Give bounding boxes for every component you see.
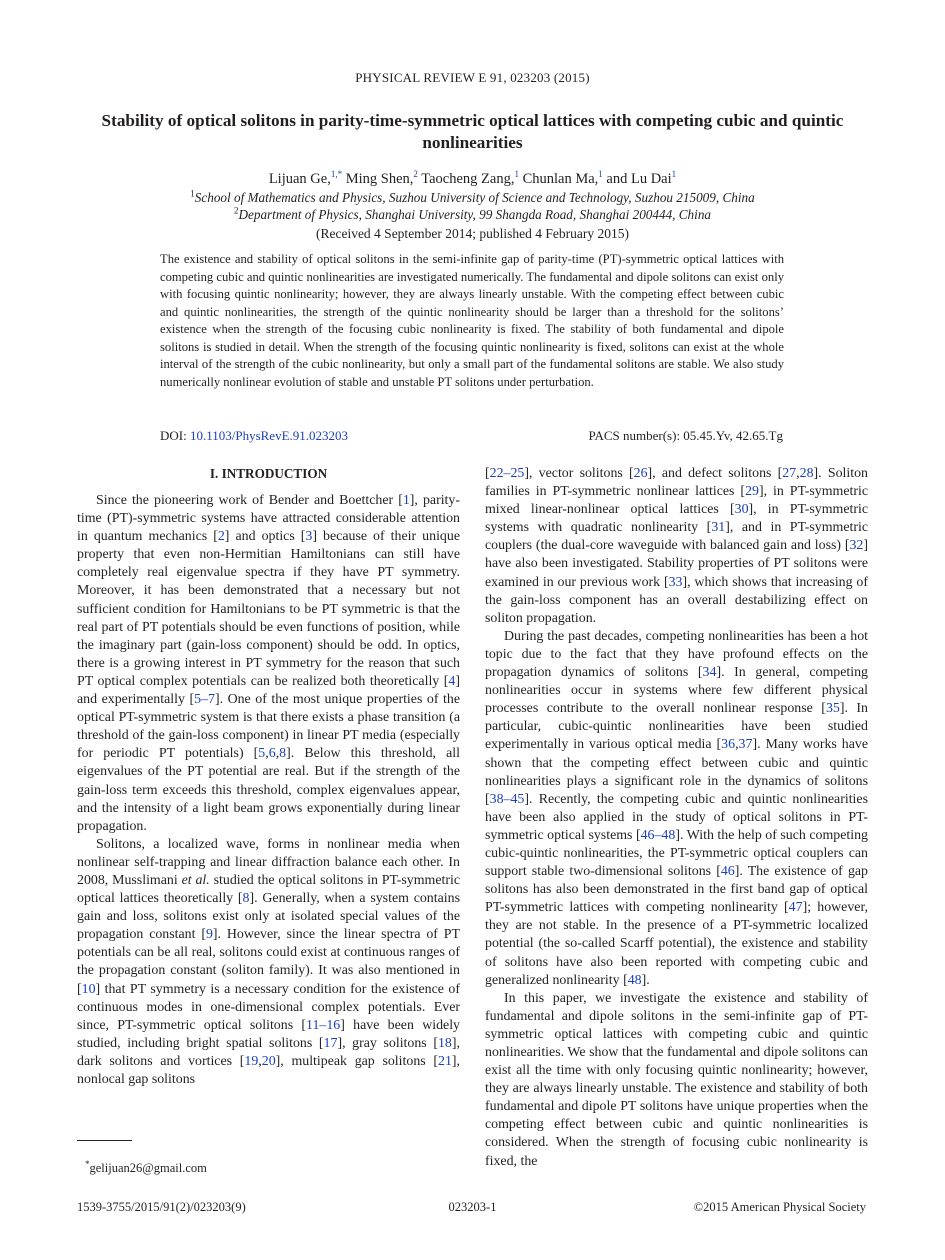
body-text: ]. Generally, when a system contains gain and loss, solitons exist only at isolated special values of the propagation constant [ bbox=[77, 891, 460, 943]
pacs-numbers: PACS number(s): 05.45.Yv, 42.65.Tg bbox=[588, 428, 783, 443]
body-text: ], nonlocal gap solitons bbox=[77, 1053, 460, 1087]
right-column bbox=[485, 465, 868, 1171]
citation-link[interactable]: 34 bbox=[702, 665, 717, 681]
body-text: ]. Many works have shown that the competing effect between cubic and quintic nonlinearities plays a significant role in the dynamics of solitons [ bbox=[485, 737, 868, 807]
body-text: ]. bbox=[641, 972, 650, 988]
citation-link[interactable]: 38–45 bbox=[489, 791, 525, 807]
body-text: ]. The existence of gap solitons has also been demonstrated in the first band gap of optical PT-symmetric lattices with competing nonlinearity [ bbox=[485, 864, 868, 916]
body-text: ]. Recently, the competing cubic and quintic nonlinearities have been also applied in the study of optical solitons in PT-symmetric optical systems [ bbox=[485, 791, 868, 843]
citation-link[interactable]: 28 bbox=[799, 466, 814, 481]
affiliation-1-mark: 1 bbox=[190, 188, 195, 199]
footnote-rule bbox=[77, 1140, 132, 1141]
body-text: ]. Soliton families in PT-symmetric nonlinear lattices [ bbox=[485, 466, 868, 500]
citation-link[interactable]: 6 bbox=[268, 746, 276, 762]
body-text: ], vector solitons [ bbox=[524, 466, 634, 481]
footer-copyright: ©2015 American Physical Society bbox=[693, 1200, 866, 1214]
body-text: ], and defect solitons [ bbox=[647, 466, 783, 481]
citation-link[interactable]: 46–48 bbox=[640, 827, 676, 843]
citation-link[interactable]: 9 bbox=[205, 927, 213, 943]
body-text: ], which shows that increasing of the gain-loss component has an overall destabilizing effect on soliton propagation. bbox=[485, 574, 868, 626]
doi-link[interactable]: 10.1103/PhysRevE.91.023203 bbox=[189, 428, 349, 443]
affiliation-1 bbox=[0, 190, 945, 206]
citation-link[interactable]: 35 bbox=[825, 701, 840, 717]
section-heading-introduction: I. INTRODUCTION bbox=[209, 466, 328, 481]
doi-line bbox=[160, 428, 348, 444]
author-affiliation-mark[interactable]: 1,* bbox=[330, 169, 343, 180]
right-column-body bbox=[485, 465, 868, 1171]
citation-link[interactable]: 20 bbox=[261, 1053, 276, 1069]
abstract: The existence and stability of optical solitons in the semi-infinite gap of parity-time (PT)-symmetric optical lattices with competing cubic and quintic nonlinearities are investigated numerically. The fundamental and dipole solitons can exist only with focusing quintic nonlinearity; however, they are always linearly unstable. With the competing effect between cubic and quintic nonlinearities, the strength of the quintic nonlinearity should be larger than a threshold for the solitons’ existence when the strength of the focusing cubic nonlinearity is fixed. The stability of both fundamental and dipole solitons is studied in detail. When the strength of the focusing quintic nonlinearity is fixed, solitons can exist at the whole interval of the strength of the cubic nonlinearity, but only a small part of the fundamental solitons are stable. We also study numerically nonlinear evolution of stable and unstable PT solitons under perturbation. bbox=[160, 252, 784, 389]
body-text: ] and experimentally [ bbox=[77, 673, 460, 708]
doi-label: DOI: bbox=[160, 428, 187, 443]
citation-link[interactable]: 10 bbox=[81, 981, 96, 997]
citation-link[interactable]: 36 bbox=[721, 737, 736, 753]
citation-link[interactable]: 32 bbox=[849, 538, 864, 554]
footnote-email: gelijuan26@gmail.com bbox=[89, 1161, 207, 1175]
footer-page-number: 023203-1 bbox=[448, 1200, 497, 1214]
italic-text: et al. bbox=[181, 872, 210, 888]
author-name: Chunlan Ma, bbox=[518, 171, 599, 187]
citation-link[interactable]: 17 bbox=[323, 1035, 338, 1051]
affiliation-1-text: School of Mathematics and Physics, Suzhou University of Science and Technology, Suzhou 215009, China bbox=[194, 190, 755, 205]
right-paragraph bbox=[485, 628, 868, 990]
body-text: ]. In particular, cubic-quintic nonlinearities have been studied experimentally in various optical media [ bbox=[485, 701, 868, 753]
citation-link[interactable]: 47 bbox=[788, 900, 803, 916]
body-text: ], multipeak gap solitons [ bbox=[275, 1053, 438, 1069]
citation-link[interactable]: 29 bbox=[745, 484, 759, 500]
affiliation-2 bbox=[0, 207, 945, 223]
author-name: and Lu Dai bbox=[602, 171, 672, 187]
body-text: In this paper, we investigate the existence and stability of fundamental and dipole solitons in the semi-infinite gap of PT-symmetric optical lattices with competing cubic and quintic nonlinearities. We show that the fundamental and dipole solitons can exist all the time with only focusing quintic nonlinearity; however, they are always linearly unstable. The existence and stability of both fundamental and dipole PT solitons have unique properties when the competing effect between cubic and quintic nonlinearities is considered. When the strength of focusing cubic nonlinearity is fixed, the bbox=[485, 990, 868, 1169]
citation-link[interactable]: 48 bbox=[627, 972, 642, 988]
author-affiliation-mark[interactable]: 1 bbox=[671, 169, 677, 180]
citation-link[interactable]: 22–25 bbox=[489, 466, 525, 481]
received-dates: (Received 4 September 2014; published 4 February 2015) bbox=[315, 226, 630, 241]
author-name: Taocheng Zang, bbox=[417, 171, 515, 187]
body-text: ] have also been investigated. Stability properties of PT solitons were examined in our previous work [ bbox=[485, 538, 868, 590]
citation-link[interactable]: 8 bbox=[242, 891, 250, 907]
left-column bbox=[77, 465, 460, 1089]
body-text: ], gray solitons [ bbox=[337, 1035, 438, 1051]
citation-link[interactable]: 26 bbox=[633, 466, 648, 481]
body-text: During the past decades, competing nonlinearities has been a hot topic due to the fact that they have profound effects on the propagation dynamics of solitons [ bbox=[485, 628, 868, 681]
citation-link[interactable]: 5 bbox=[258, 746, 266, 762]
left-paragraph bbox=[77, 492, 460, 836]
author-name: Lijuan Ge, bbox=[268, 171, 331, 187]
citation-link[interactable]: 1 bbox=[402, 493, 410, 508]
citation-link[interactable]: 21 bbox=[438, 1053, 452, 1069]
body-text: , bbox=[258, 1053, 262, 1069]
citation-link[interactable]: 18 bbox=[437, 1035, 452, 1051]
body-text: studied the optical solitons in PT-symmetric optical lattices theoretically [ bbox=[77, 872, 460, 907]
body-text: ]; however, they are not stable. In the presence of a PT-symmetric localized potential (the so-called Scarff potential), the existence and stability of solitons have also been reported with competing cubic and generalized nonlinearity [ bbox=[485, 900, 868, 988]
citation-link[interactable]: 37 bbox=[738, 737, 753, 753]
body-text: ] have been widely studied, including bright spatial solitons [ bbox=[77, 1017, 460, 1051]
body-text: ], and in PT-symmetric couplers (the dual-core waveguide with balanced gain and loss) [ bbox=[485, 520, 869, 554]
body-text: [ bbox=[485, 466, 490, 481]
body-text: ] because of their unique property that even non-Hermitian Hamiltonians can still have completely real eigenvalue spectra if they have PT symmetry. Moreover, it has been demonstrated that a necessary but not sufficient condition for Hamiltonians to be PT symmetric is that the real part of PT potentials should be even functions of position, while the imaginary part (gain-loss component) should be odd. In optics, there is a growing interest in PT symmetry for the reason that such PT optical complex potentials can be realized both theoretically [ bbox=[77, 529, 460, 689]
author-affiliation-mark[interactable]: 1 bbox=[598, 169, 603, 180]
body-text: , bbox=[265, 746, 269, 762]
body-text: ] that PT symmetry is a necessary condition for the existence of continuous modes in one-dimensional complex potentials. Ever since, PT-symmetric optical solitons [ bbox=[77, 981, 460, 1033]
body-text: ] and optics [ bbox=[224, 529, 306, 545]
body-text: Since the pioneering work of Bender and Boettcher [ bbox=[96, 493, 403, 508]
citation-link[interactable]: 3 bbox=[305, 529, 313, 545]
body-text: , bbox=[796, 466, 800, 481]
body-text: ], in PT-symmetric systems with quadratic nonlinearity [ bbox=[485, 502, 868, 536]
citation-link[interactable]: 27 bbox=[782, 466, 797, 481]
affiliation-2-mark: 2 bbox=[233, 205, 239, 216]
body-text: , bbox=[275, 746, 280, 762]
author-affiliation-mark[interactable]: 1 bbox=[514, 169, 519, 180]
citation-link[interactable]: 2 bbox=[217, 529, 225, 545]
affiliation-2-text: Department of Physics, Shanghai University, 99 Shangda Road, Shanghai 200444, China bbox=[238, 207, 712, 222]
body-text: Solitons, a localized wave, forms in nonlinear media when nonlinear self-trapping and linear diffraction balance each other. In 2008, Musslimani bbox=[77, 836, 460, 888]
body-text: ], dark solitons and vortices [ bbox=[77, 1035, 460, 1069]
citation-link[interactable]: 31 bbox=[711, 520, 726, 536]
right-paragraph bbox=[485, 465, 868, 628]
body-text: ]. In general, competing nonlinearities occur in systems where few different physical processes contribute to the overall nonlinear response [ bbox=[485, 665, 868, 717]
citation-link[interactable]: 5–7 bbox=[194, 692, 215, 708]
journal-header: PHYSICAL REVIEW E 91, 023203 (2015) bbox=[355, 70, 590, 85]
body-text: ]. Below this threshold, all eigenvalues of the PT potential are real. But if the strength of the gain-loss term exceeds this threshold, complex eigenvalues appear, and the intensity of a light beam grows exponentially during linear propagation. bbox=[77, 746, 460, 834]
body-text: ]. With the help of such competing cubic-quintic nonlinearities, the PT-symmetric optical couplers can support stable two-dimensional solitons [ bbox=[485, 827, 868, 880]
citation-link[interactable]: 11–16 bbox=[306, 1017, 341, 1033]
body-text: ], parity-time (PT)-symmetric systems have attracted considerable attention in quantum mechanics [ bbox=[77, 493, 460, 545]
author-list bbox=[0, 171, 945, 188]
left-column-body bbox=[77, 492, 460, 1089]
footer-issn: 1539-3755/2015/91(2)/023203(9) bbox=[77, 1200, 246, 1214]
citation-link[interactable]: 8 bbox=[279, 746, 287, 762]
citation-link[interactable]: 19 bbox=[244, 1053, 259, 1069]
body-text: ]. However, since the linear spectra of PT potentials can be all real, solitons could exist at continuous ranges of the propagation constant (soliton family). It was also mentioned in [ bbox=[77, 927, 460, 997]
footnote-mark: * bbox=[85, 1158, 90, 1169]
footnote bbox=[85, 1158, 207, 1176]
paper-title: Stability of optical solitons in parity-time-symmetric optical lattices with competing cubic and quintic nonlinearities bbox=[101, 111, 844, 152]
body-text: ], in PT-symmetric mixed linear-nonlinear optical lattices [ bbox=[485, 484, 869, 518]
citation-link[interactable]: 30 bbox=[734, 502, 749, 518]
body-text: ]. One of the most unique properties of the optical PT-symmetric system is that there exists a phase transition (a threshold of the gain-loss component) in linear PT media (especially for periodic PT potentials) [ bbox=[77, 692, 461, 762]
citation-link[interactable]: 4 bbox=[448, 673, 456, 689]
author-affiliation-mark[interactable]: 2 bbox=[413, 169, 418, 180]
right-paragraph bbox=[485, 990, 868, 1171]
author-name: Ming Shen, bbox=[342, 171, 414, 187]
citation-link[interactable]: 33 bbox=[668, 574, 683, 590]
citation-link[interactable]: 46 bbox=[720, 864, 735, 880]
body-text: , bbox=[735, 737, 739, 753]
left-paragraph bbox=[77, 836, 460, 1089]
